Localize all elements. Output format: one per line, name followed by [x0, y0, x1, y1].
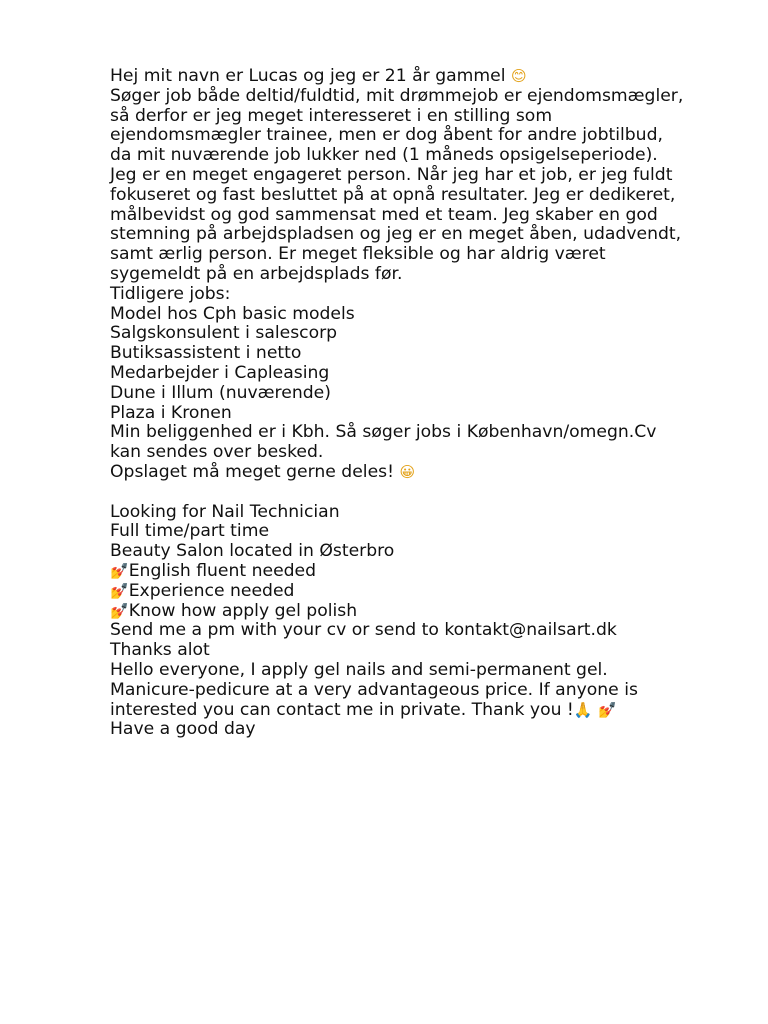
- job-item: Salgskonsulent i salescorp: [110, 323, 338, 344]
- praying-hands-icon: 🙏: [573, 700, 593, 719]
- employment-type: Full time/part time: [110, 521, 270, 542]
- job-item: Butiksassistent i netto: [110, 343, 302, 364]
- text-line: så derfor er jeg meget interesseret i en stilling som: [110, 105, 553, 126]
- post-lucas: [110, 67, 740, 483]
- grinning-face-icon: 😀: [399, 462, 416, 481]
- requirement-item: 💅English fluent needed: [110, 560, 317, 581]
- text-line: da mit nuværende job lukker ned (1 måneds opsigelseperiode).: [110, 145, 658, 166]
- job-item: Plaza i Kronen: [110, 402, 232, 423]
- text-line: stemning på arbejdspladsen og jeg er en meget åben, udadvendt,: [110, 224, 682, 245]
- post-nail-technician: [110, 503, 740, 661]
- post-gel-nails: [110, 661, 740, 740]
- previous-jobs-heading: Tidligere jobs:: [110, 283, 231, 304]
- job-item: Dune i Illum (nuværende): [110, 382, 331, 403]
- salon-location: Beauty Salon located in Østerbro: [110, 541, 395, 562]
- text-line: målbevidst og god sammensat med et team. Jeg skaber en god: [110, 204, 658, 225]
- text-line: Min beliggenhed er i Kbh. Så søger jobs i København/omegn.Cv: [110, 422, 657, 443]
- smiling-face-icon: 😊: [510, 67, 527, 85]
- document-page: [110, 67, 740, 740]
- text-line: samt ærlig person. Er meget fleksible og har aldrig været: [110, 244, 606, 265]
- nail-polish-icon: 💅: [110, 581, 129, 600]
- text-line: fokuseret og fast besluttet på at opnå resultater. Jeg er dedikeret,: [110, 184, 676, 205]
- thanks-line: Thanks alot: [110, 640, 210, 661]
- text-line: sygemeldt på en arbejdsplads før.: [110, 263, 403, 284]
- text-line: Manicure-pedicure at a very advantageous price. If anyone is: [110, 679, 638, 700]
- nail-polish-icon: 💅: [110, 601, 129, 620]
- post-title: Looking for Nail Technician: [110, 501, 340, 522]
- blank-line: [110, 483, 740, 503]
- text-line: Hello everyone, I apply gel nails and semi-permanent gel.: [110, 659, 608, 680]
- job-item: Medarbejder i Capleasing: [110, 362, 330, 383]
- text-line: Søger job både deltid/fuldtid, mit drømmejob er ejendomsmægler,: [110, 85, 684, 106]
- contact-line: Send me a pm with your cv or send to kontakt@nailsart.dk: [110, 620, 617, 641]
- requirement-item: 💅Experience needed: [110, 580, 295, 601]
- text-line: kan sendes over besked.: [110, 442, 324, 463]
- text-line: Jeg er en meget engageret person. Når jeg har et job, er jeg fuldt: [110, 164, 673, 185]
- job-item: Model hos Cph basic models: [110, 303, 355, 324]
- text-line: interested you can contact me in private. Thank you !🙏 💅: [110, 699, 617, 720]
- text-line: ejendomsmægler trainee, men er dog åbent for andre jobtilbud,: [110, 125, 663, 146]
- text-line: Hej mit navn er Lucas og jeg er 21 år gammel 😊: [110, 66, 527, 86]
- closing-line: Have a good day: [110, 719, 256, 740]
- nail-polish-icon: 💅: [597, 700, 617, 719]
- text-line: Opslaget må meget gerne deles! 😀: [110, 461, 416, 482]
- nail-polish-icon: 💅: [110, 561, 129, 580]
- requirement-item: 💅Know how apply gel polish: [110, 600, 358, 621]
